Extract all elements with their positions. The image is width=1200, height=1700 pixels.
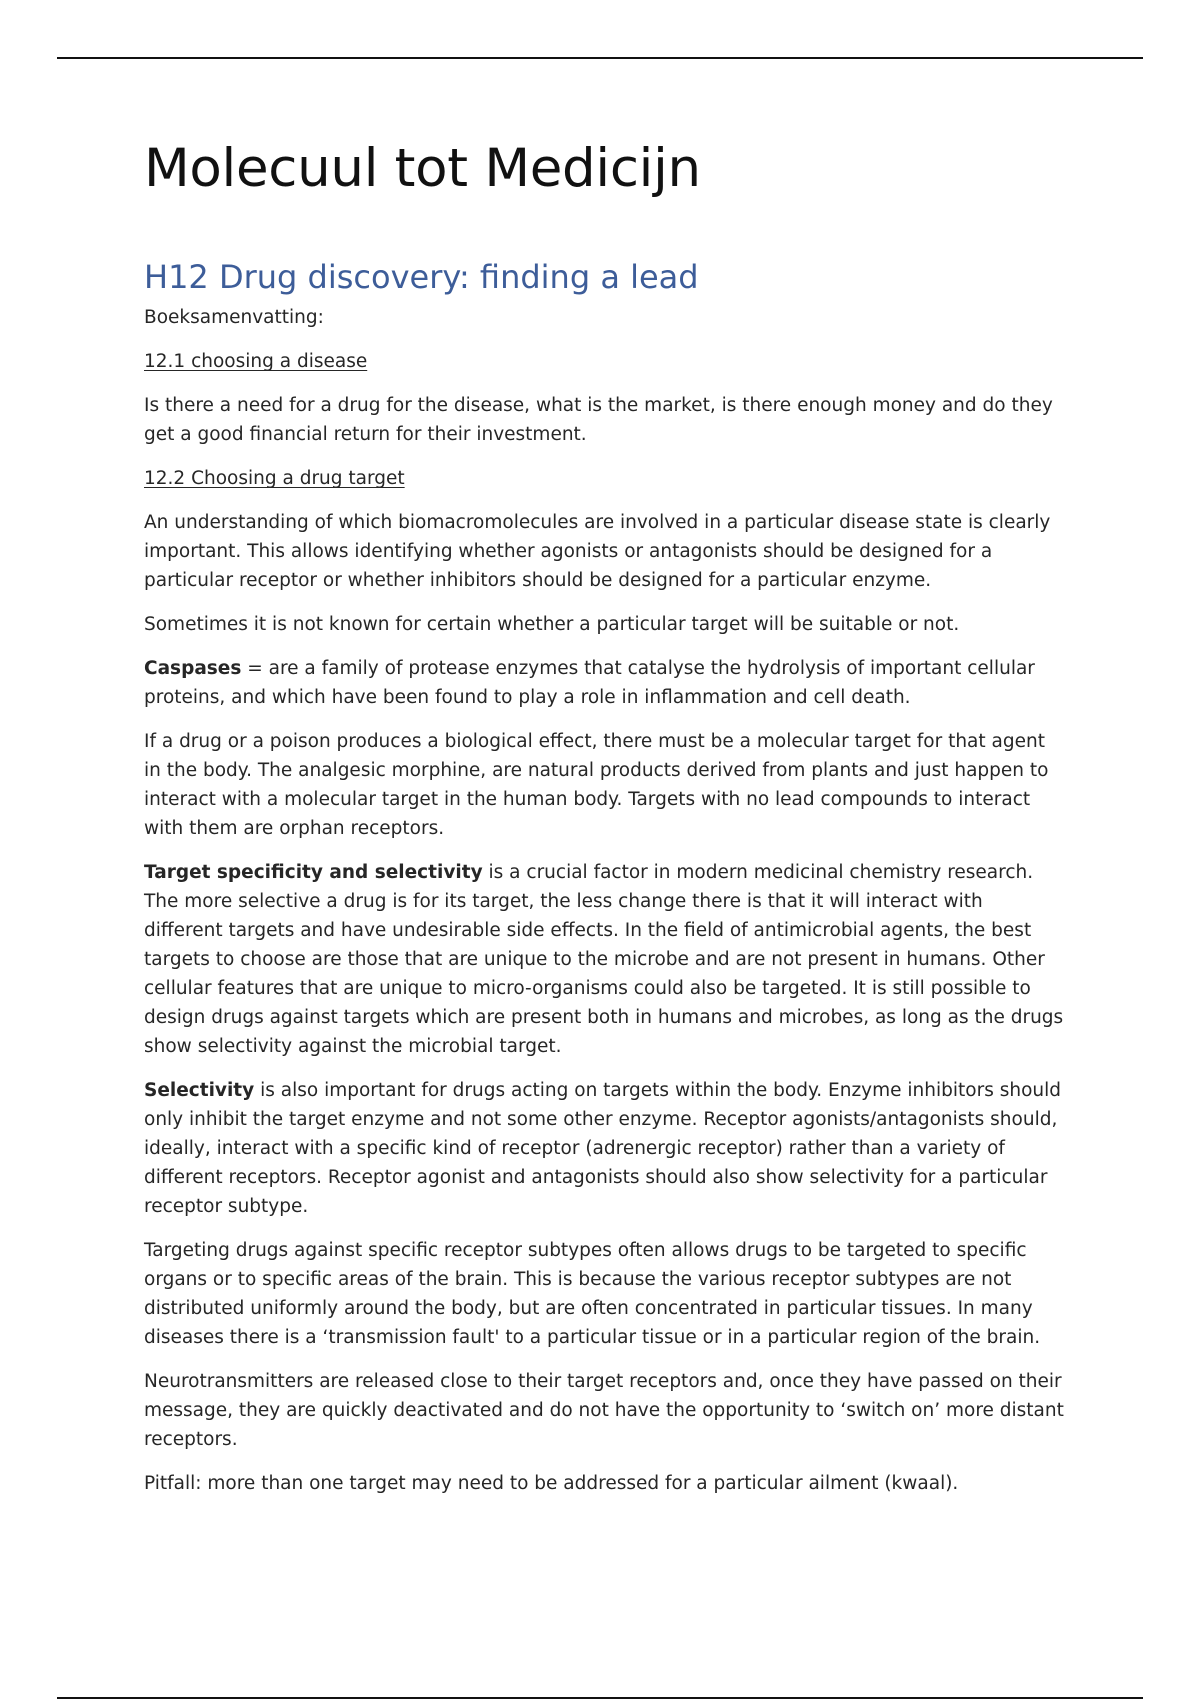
paragraph-molecular-target: If a drug or a poison produces a biological effect, there must be a molecular target for that agent in the body. The analgesic morphine, are natural products derived from plants and just happen to interact with a molecular target in the human body. Targets with no lead compounds to interact with them are orphan receptors. — [144, 731, 1049, 840]
term-selectivity: Selectivity — [144, 1080, 255, 1102]
document-title: Molecuul tot Medicijn — [144, 138, 701, 199]
chapter-heading: H12 Drug discovery: finding a lead — [144, 258, 699, 297]
bottom-divider — [57, 1697, 1143, 1699]
section-heading-12-2: 12.2 Choosing a drug target — [144, 468, 405, 490]
paragraph-specificity — [144, 858, 1064, 1061]
top-divider — [57, 57, 1143, 59]
intro-label: Boeksamenvatting: — [144, 307, 324, 329]
paragraph-neurotransmitters: Neurotransmitters are released close to their target receptors and, once they have passed on their message, they are quickly deactivated and do not have the opportunity to ‘switch on’ more distant receptors. — [144, 1371, 1064, 1451]
paragraph-selectivity — [144, 1076, 1064, 1221]
paragraph-suitability: Sometimes it is not known for certain whether a particular target will be suitable or not. — [144, 614, 960, 636]
paragraph-biomacromolecules: An understanding of which biomacromolecules are involved in a particular disease state is clearly important. This allows identifying whether agonists or antagonists should be designed for a particular receptor or whether inhibitors should be designed for a particular enzyme. — [144, 512, 1051, 592]
paragraph-pitfall: Pitfall: more than one target may need to be addressed for a particular ailment (kwaal). — [144, 1473, 959, 1495]
document-body — [144, 140, 1064, 1498]
section-heading-12-1: 12.1 choosing a disease — [144, 351, 368, 373]
specificity-text: is a crucial factor in modern medicinal chemistry research. The more selective a drug is for its target, the less change there is that it will interact with different targets and have undesirable side effects. In the field of antimicrobial agents, the best targets to choose are those that are unique to the microbe and are not present in humans. Other cellular features that are unique to micro-organisms could also be targeted. It is still possible to design drugs against targets which are present both in humans and microbes, as long as the drugs show selectivity against the microbial target. — [144, 862, 1064, 1058]
paragraph-market: Is there a need for a drug for the disease, what is the market, is there enough money and do they get a good financial return for their investment. — [144, 395, 1053, 446]
term-target-specificity: Target specificity and selectivity — [144, 862, 483, 884]
paragraph-caspases — [144, 654, 1064, 712]
caspases-definition: = are a family of protease enzymes that catalyse the hydrolysis of important cellular proteins, and which have been found to play a role in inflammation and cell death. — [144, 658, 1035, 709]
paragraph-receptor-subtypes: Targeting drugs against specific receptor subtypes often allows drugs to be targeted to specific organs or to specific areas of the brain. This is because the various receptor subtypes are not distributed uniformly around the body, but are often concentrated in particular tissues. In many diseases there is a ‘transmission fault' to a particular tissue or in a particular region of the brain. — [144, 1240, 1041, 1349]
term-caspases: Caspases — [144, 658, 242, 680]
selectivity-text: is also important for drugs acting on targets within the body. Enzyme inhibitors should only inhibit the target enzyme and not some other enzyme. Receptor agonists/antagonists should, ideally, interact with a specific kind of receptor (adrenergic receptor) rather than a variety of different receptors. Receptor agonist and antagonists should also show selectivity for a particular receptor subtype. — [144, 1080, 1062, 1218]
